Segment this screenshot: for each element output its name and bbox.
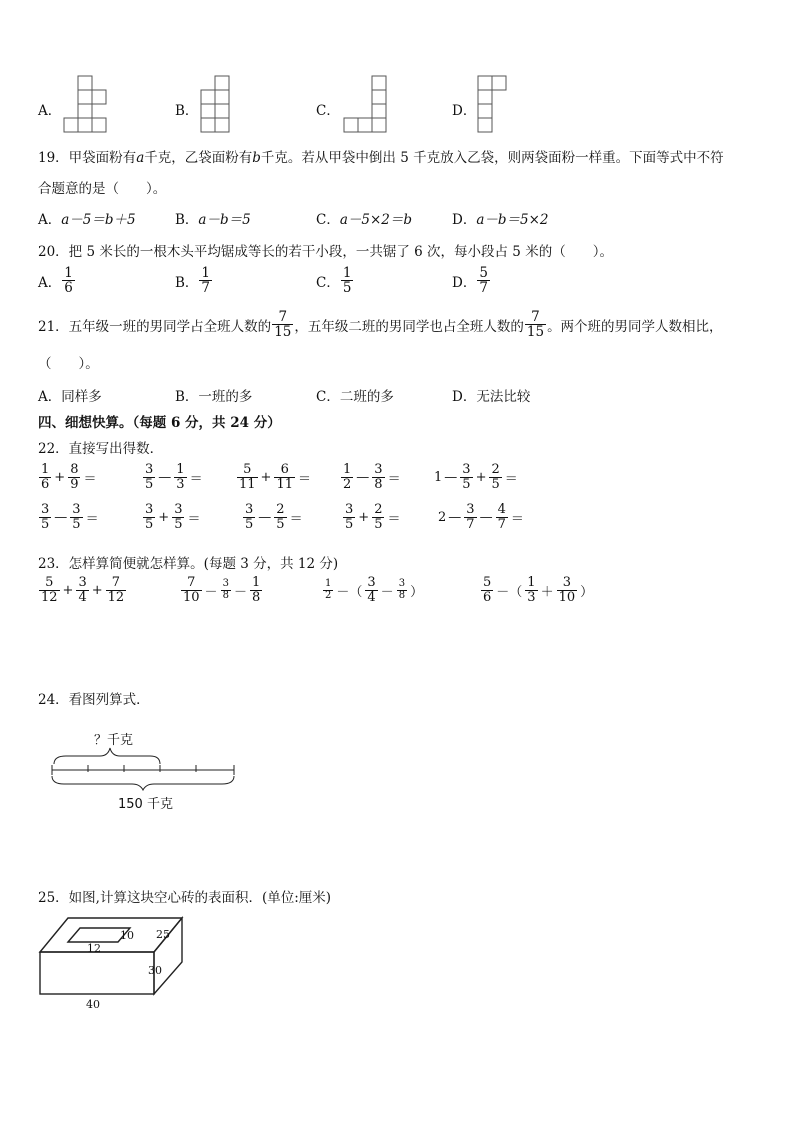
q18-figure-c	[340, 74, 394, 136]
q22-expr-5: 1 — $\frac{3}{5}$ + $\frac{2}{5}$ ＝	[434, 462, 518, 492]
q20-option-b[interactable]: B． $\frac{1}{7}$	[175, 265, 211, 297]
q19-option-d[interactable]: D． a－b＝5×2	[452, 212, 549, 228]
q25-label-30: 30	[148, 964, 162, 977]
q22-expr-2: $\frac{3}{5}$ — $\frac{1}{3}$ ＝	[145, 462, 203, 492]
q19-option-c[interactable]: C． a－5×2＝b	[316, 212, 413, 228]
q21-option-b[interactable]: B．一班的多	[175, 389, 253, 405]
q22-expr-4: $\frac{1}{2}$ — $\frac{3}{8}$ ＝	[343, 462, 401, 492]
section-4-heading: 四、细想快算。（每题 6 分，共 24 分）	[38, 415, 281, 431]
q20-option-c[interactable]: C． $\frac{1}{5}$	[316, 265, 352, 297]
q21-option-d[interactable]: D．无法比较	[452, 389, 531, 405]
q25-title: 25．如图,计算这块空心砖的表面积．(单位:厘米)	[38, 890, 332, 906]
q22-expr-6: $\frac{3}{5}$ — $\frac{3}{5}$ ＝	[41, 502, 99, 532]
q23-expr-1: $\frac{5}{12}$ + $\frac{3}{4}$ + $\frac{7}{12}$	[41, 575, 125, 605]
q24-top-label: ？千克	[94, 733, 134, 748]
q24-bottom-label: 150 千克	[118, 797, 173, 812]
q25-label-25: 25	[156, 928, 170, 941]
q18-figure-d	[474, 74, 514, 136]
q18-option-b[interactable]: B．	[175, 103, 199, 119]
q18-option-c[interactable]: C．	[316, 103, 340, 119]
q20-stem: 20．把 5 米长的一根木头平均锯成等长的若干小段，一共锯了 6 次，每小段占 5 米的（ ）。	[38, 244, 613, 260]
q22-expr-3: $\frac{5}{11}$ + $\frac{6}{11}$ ＝	[239, 462, 312, 492]
q22-expr-7: $\frac{3}{5}$ + $\frac{3}{5}$ ＝	[145, 502, 201, 532]
q22-expr-9: $\frac{3}{5}$ + $\frac{2}{5}$ ＝	[345, 502, 401, 532]
q21-stem: 21．五年级一班的男同学占全班人数的 $\frac{7}{15}$ ，五年级二班的男同学也占全班人数的 $\frac{7}{15}$ 。两个班的男同学人数相比，	[38, 309, 723, 341]
q24-top-brace	[54, 748, 160, 764]
q23-title: 23．怎样算简便就怎样算。(每题 3 分，共 12 分)	[38, 556, 339, 572]
q22-expr-10: 2 — $\frac{3}{7}$ — $\frac{4}{7}$ ＝	[438, 502, 524, 532]
q18-option-a[interactable]: A．	[38, 103, 62, 119]
q18-figure-b	[197, 74, 237, 136]
q22-expr-1: $\frac{1}{6}$ + $\frac{8}{9}$ ＝	[41, 462, 97, 492]
q22-expr-8: $\frac{3}{5}$ — $\frac{2}{5}$ ＝	[245, 502, 303, 532]
q22-title: 22．直接写出得数．	[38, 441, 164, 457]
q25-hollow-brick-figure	[34, 910, 184, 1010]
q23-expr-2: $\frac{7}{10}$ － $\frac{3}{8}$ － $\frac{1}{8}$	[183, 575, 261, 605]
q18-option-d[interactable]: D．	[452, 103, 477, 119]
q19-stem-line2: 合题意的是（ ）。	[38, 181, 167, 197]
q24-bottom-brace	[52, 776, 234, 790]
q24-title: 24．看图列算式．	[38, 692, 150, 708]
q25-label-12: 12	[87, 942, 101, 955]
q18-figure-a	[60, 74, 120, 136]
q23-expr-4: $\frac{5}{6}$ －（ $\frac{1}{3}$ ＋ $\frac{3}{10}$ ）	[483, 575, 594, 605]
q24-line-diagram	[44, 728, 244, 818]
q19-option-a[interactable]: A． a－5＝b＋5	[38, 212, 136, 228]
q20-option-d[interactable]: D． $\frac{5}{7}$	[452, 265, 488, 297]
q23-expr-3: $\frac{1}{2}$ －（ $\frac{3}{4}$ － $\frac{3}{8}$ ）	[325, 575, 424, 605]
q25-label-40: 40	[86, 998, 100, 1010]
q19-stem: 19．甲袋面粉有a千克，乙袋面粉有b千克。若从甲袋中倒出 5 千克放入乙袋，则两袋面粉一样重。下面等式中不符	[38, 150, 724, 166]
q21-stem-line2: （ ）。	[38, 356, 99, 372]
q21-option-a[interactable]: A．同样多	[38, 389, 102, 405]
q20-option-a[interactable]: A． $\frac{1}{6}$	[38, 265, 73, 297]
q21-option-c[interactable]: C．二班的多	[316, 389, 394, 405]
q25-label-10: 10	[120, 929, 134, 942]
q19-option-b[interactable]: B． a－b＝5	[175, 212, 251, 228]
